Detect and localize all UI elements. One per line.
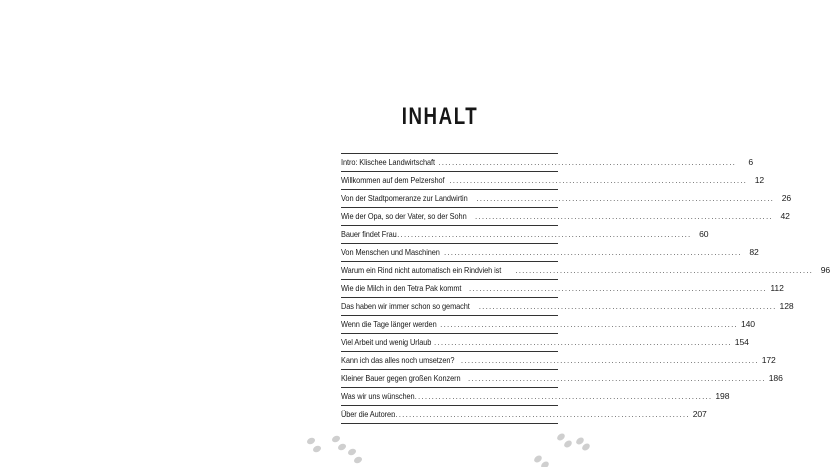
toc-entry (341, 154, 754, 172)
toc-entry (341, 244, 759, 262)
dot-leader: ....................................................................................... (478, 302, 777, 311)
toc-entry-page: 26 (781, 193, 792, 203)
hoof-print-icon (306, 437, 322, 454)
dot-leader: ....................................................................................... (438, 158, 737, 167)
toc-entry-label: Über die Autoren (341, 409, 396, 419)
toc-entry (341, 208, 790, 226)
toc-entry (341, 370, 783, 388)
dot-leader: ....................................................................................... (469, 284, 767, 293)
hoof-print-icon (556, 432, 573, 449)
hoof-print-icon (533, 454, 550, 467)
toc-entry-label: Viel Arbeit und wenig Urlaub (341, 337, 432, 347)
toc-entry (341, 226, 709, 244)
dot-leader: ....................................................................................... (476, 194, 775, 203)
toc-entry-label: Von Menschen und Maschinen (341, 247, 440, 257)
dot-leader: ....................................................................................... (393, 230, 692, 239)
toc-title: INHALT (401, 103, 479, 130)
toc-entry-label: Was wir uns wünschen (341, 391, 415, 401)
dot-leader: ....................................................................................... (449, 176, 748, 185)
dot-leader: ....................................................................................... (434, 338, 732, 347)
toc-entry-page: 186 (768, 373, 783, 383)
toc-entry (341, 334, 749, 352)
dot-leader: ....................................................................................... (475, 212, 773, 221)
toc-entry-page: 198 (715, 391, 730, 401)
toc-entry-page: 207 (692, 409, 707, 419)
toc-entry (341, 298, 794, 316)
hoof-print-icon (347, 448, 363, 465)
toc-entry-page: 140 (740, 319, 755, 329)
toc-entry-label: Warum ein Rind nicht automatisch ein Rindvieh ist (341, 265, 502, 275)
toc-entry-page: 12 (754, 175, 765, 185)
dot-leader: ....................................................................................... (443, 248, 742, 257)
toc-entry-label: Wie die Milch in den Tetra Pak kommt (341, 283, 462, 293)
toc-entry (341, 190, 792, 208)
toc-entry-label: Kleiner Bauer gegen großen Konzern (341, 373, 461, 383)
toc-entry-label: Bauer findet Frau (341, 229, 397, 239)
toc-entry-label: Wenn die Tage länger werden (341, 319, 437, 329)
toc-entry-label: Von der Stadtpomeranze zur Landwirtin (341, 193, 468, 203)
toc-entry-page: 82 (749, 247, 759, 257)
toc-entry-page: 42 (780, 211, 790, 221)
toc-entry-label: Kann ich das alles noch umsetzen? (341, 355, 455, 365)
toc-entry (341, 262, 830, 280)
toc-entry (341, 172, 765, 190)
dot-leader: ....................................................................................... (391, 410, 690, 419)
toc-entry (341, 406, 707, 424)
toc-entry-page: 112 (770, 283, 784, 293)
toc-entry-page: 6 (748, 157, 754, 167)
toc-entry-label: Willkommen auf dem Pelzershof (341, 175, 445, 185)
toc-entry-page: 172 (761, 355, 776, 365)
toc-entry-page: 96 (820, 265, 830, 275)
toc-entry (341, 316, 755, 334)
toc-entry-page: 60 (699, 229, 709, 239)
dot-leader: ....................................................................................... (460, 356, 759, 365)
toc-entry-page: 128 (779, 301, 794, 311)
toc-entry (341, 280, 784, 298)
toc-entry-label: Das haben wir immer schon so gemacht (341, 301, 470, 311)
toc-entry (341, 352, 776, 370)
toc-entry (341, 388, 730, 406)
hoof-print-icon (331, 435, 347, 452)
table-of-contents (341, 153, 830, 424)
dot-leader: ....................................................................................... (467, 374, 766, 383)
dot-leader: ....................................................................................... (515, 266, 814, 275)
toc-entry-label: Wie der Opa, so der Vater, so der Sohn (341, 211, 467, 221)
toc-entry-page: 154 (734, 337, 749, 347)
dot-leader: ....................................................................................... (440, 320, 738, 329)
hoof-print-icon (575, 436, 591, 452)
toc-entry-label: Intro: Klischee Landwirtschaft (341, 157, 435, 167)
dot-leader: ....................................................................................... (414, 392, 713, 401)
